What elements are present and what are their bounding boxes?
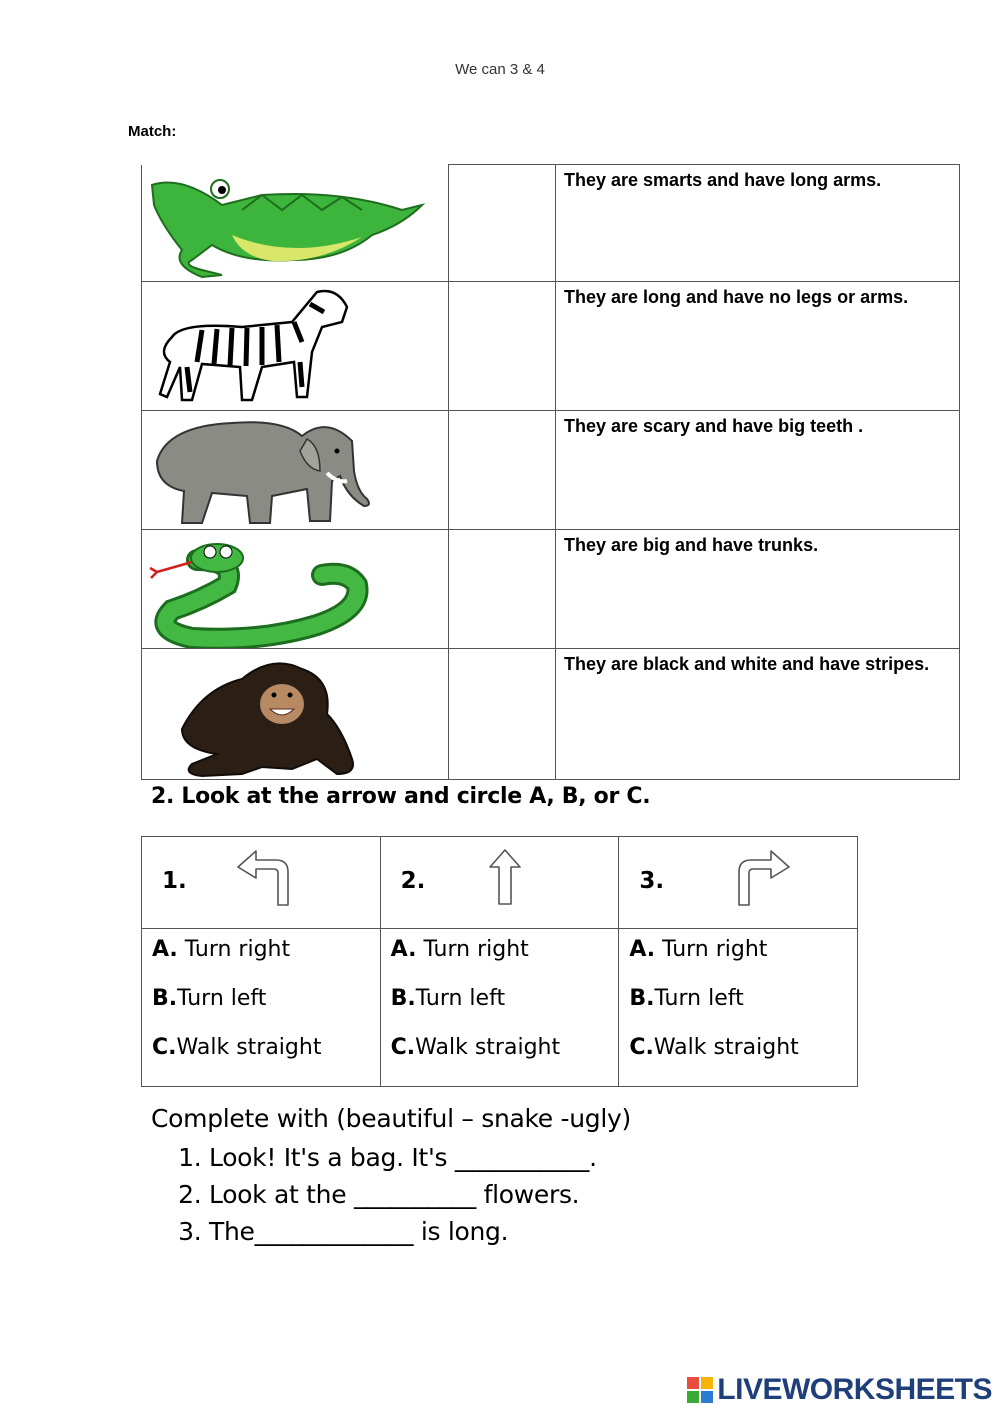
arrow-cell-2 bbox=[380, 837, 619, 929]
brand-logo bbox=[687, 1373, 992, 1407]
crocodile-image bbox=[142, 165, 432, 281]
sentence-item[interactable]: 1. Look! It's a bag. It's ___________. bbox=[209, 1139, 631, 1176]
section2-title: 2. Look at the arrow and circle A, B, or C. bbox=[151, 784, 651, 809]
liveworksheets-logo-icon bbox=[687, 1377, 713, 1403]
animal-cell bbox=[142, 165, 449, 282]
arrow-table bbox=[141, 836, 858, 1087]
option-c[interactable]: C.Walk straight bbox=[152, 1035, 322, 1060]
match-label: Match: bbox=[128, 123, 177, 140]
complete-section bbox=[151, 1104, 631, 1250]
sentence-list bbox=[151, 1139, 631, 1250]
options-cell-3 bbox=[619, 929, 858, 1087]
option-b[interactable]: B.Turn left bbox=[629, 986, 744, 1011]
clue-cell: They are big and have trunks. bbox=[556, 530, 960, 649]
option-c[interactable]: C.Walk straight bbox=[390, 1035, 561, 1060]
turn-left-arrow-icon bbox=[234, 847, 294, 909]
option-c[interactable]: C.Walk straight bbox=[629, 1035, 799, 1060]
zebra-image bbox=[142, 282, 362, 410]
chimpanzee-image bbox=[142, 649, 402, 779]
animal-cell bbox=[142, 530, 449, 649]
animal-cell bbox=[142, 282, 449, 411]
clue-cell: They are scary and have big teeth . bbox=[556, 411, 960, 530]
option-a[interactable]: A. Turn right bbox=[390, 937, 529, 962]
clue-cell: They are smarts and have long arms. bbox=[556, 165, 960, 282]
turn-right-arrow-icon bbox=[733, 847, 793, 909]
clue-cell: They are long and have no legs or arms. bbox=[556, 282, 960, 411]
page-title: We can 3 & 4 bbox=[455, 61, 545, 78]
answer-cell[interactable] bbox=[449, 165, 556, 282]
question-number: 3. bbox=[639, 868, 665, 894]
arrow-cell-3 bbox=[619, 837, 858, 929]
clue-cell: They are black and white and have stripes. bbox=[556, 649, 960, 780]
answer-cell[interactable] bbox=[449, 649, 556, 780]
answer-cell[interactable] bbox=[449, 282, 556, 411]
animal-cell bbox=[142, 649, 449, 780]
option-b[interactable]: B.Turn left bbox=[390, 986, 506, 1011]
answer-cell[interactable] bbox=[449, 530, 556, 649]
question-number: 2. bbox=[400, 868, 426, 894]
elephant-image bbox=[142, 411, 382, 529]
complete-title: Complete with (beautiful – snake -ugly) bbox=[151, 1104, 631, 1133]
up-arrow-icon bbox=[487, 847, 523, 907]
option-b[interactable]: B.Turn left bbox=[152, 986, 267, 1011]
snake-image bbox=[142, 530, 372, 648]
option-a[interactable]: A. Turn right bbox=[152, 937, 291, 962]
arrow-cell-1 bbox=[142, 837, 381, 929]
question-number: 1. bbox=[162, 868, 187, 894]
sentence-item[interactable]: 3. The_____________ is long. bbox=[209, 1213, 631, 1250]
options-cell-1 bbox=[142, 929, 381, 1087]
answer-cell[interactable] bbox=[449, 411, 556, 530]
option-a[interactable]: A. Turn right bbox=[629, 937, 768, 962]
match-table bbox=[141, 164, 960, 780]
options-cell-2 bbox=[380, 929, 619, 1087]
sentence-item[interactable]: 2. Look at the __________ flowers. bbox=[209, 1176, 631, 1213]
brand-name: LIVEWORKSHEETS bbox=[717, 1373, 992, 1406]
animal-cell bbox=[142, 411, 449, 530]
